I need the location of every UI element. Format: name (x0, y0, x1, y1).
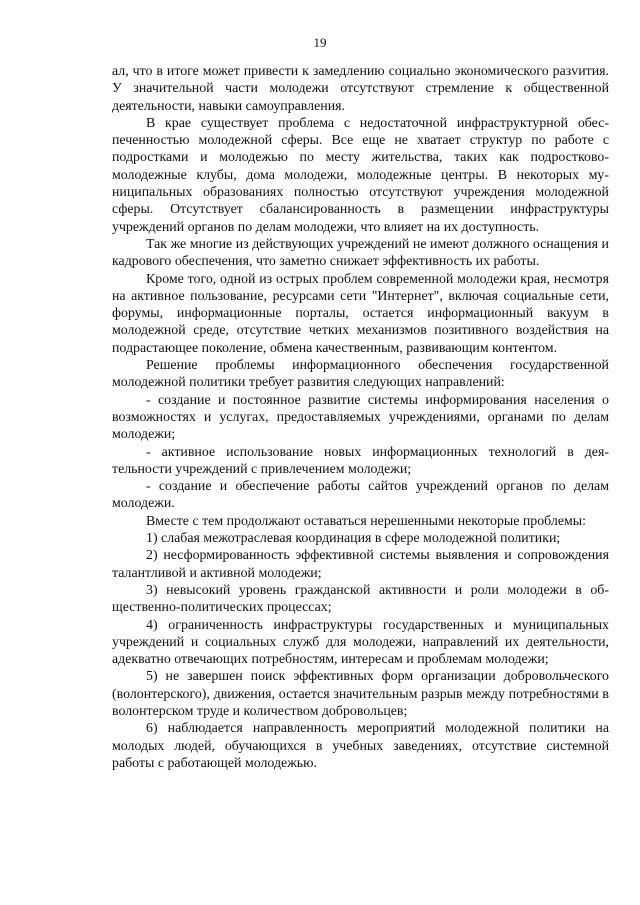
paragraph-solution-intro: Решение проблемы информационного обеспечения государственной молодежной политики требует развития следующих направлений: (112, 358, 609, 391)
list-item-informing: - создание и постоянное развитие системы информирования населения о возможностях и услугах, предоставляемых учреждениями, органами по делам молодежи; (112, 392, 609, 443)
problem-item-6: 6) наблюдается направленность мероприятий молодежной политики на молодых людей, обучающихся в учебных заведениях, отсутствие системной работы с работающей молодежью. (112, 721, 609, 771)
paragraph-unsolved-intro: Вместе с тем продолжают оставаться нерешенными некоторые проблемы: (146, 513, 586, 529)
list-item-technologies: - активное использование новых информационных технологий в деятельности учреждений с привлечением молодежи; (112, 444, 609, 477)
problem-item-1: 1) слабая межотраслевая координация в сфере молодежной политики; (146, 531, 561, 547)
paragraph-equipment: Так же многие из действующих учреждений не имеют должного оснащения и кадрового обеспечения, что заметно снижает эффективность их работы. (112, 236, 609, 270)
list-item-websites: - создание и обеспечение работы сайтов учреждений органов по делам молодежи. (112, 479, 609, 512)
page-number: 19 (313, 35, 327, 50)
document-body (112, 63, 609, 772)
paragraph-information-vacuum: Кроме того, одной из острых проблем современной молодежи края, несмотря на активное пользование, ресурсами сети "Интернет", включая социальные сети, форумы, информационные порталы, остается информационный вакуум в молодежной среде, отсутствие четких механизмов позитивного воздействия на подрастающее поколение, обмена качественным, развивающим контентом. (112, 271, 609, 356)
paragraph-infrastructure: В крае существует проблема с недостаточной инфраструктурной обеспеченностью молодежной сферы. Все еще не хватает структур по работе с подростками и молодежью по месту жительства, таких как подростково-молодежные клубы, дома молодежи, молодежные центры. В некоторых муниципальных образованиях полностью отсутствуют учреждения молодежной сферы. Отсутствует сбалансированность в размещении инфраструктуры учреждений органов по делам молодежи, что влияет на их доступность. (112, 115, 609, 235)
problem-item-4: 4) ограниченность инфраструктуры государственных и муниципальных учреждений и социальных служб для молодежи, направлений их деятельности, адекватно отвечающих потребностям, интересам и проблемам молодежи; (112, 617, 609, 668)
problem-item-3: 3) невысокий уровень гражданской активности и роли молодежи в общественно-политических процессах; (112, 582, 609, 616)
paragraph-continuation: ал, что в итоге может привести к замедлению социально экономического разvития. У значительной части молодежи отсутствуют стремление к общественной деятельности, навыки самоуправления. (112, 64, 609, 114)
problem-item-5: 5) не завершен поиск эффективных форм организации добровольческого (волонтерского), движения, остается значительным разрыв между потребностями в волонтерском труде и количеством добровольцев; (112, 669, 609, 719)
problem-item-2: 2) несформированность эффективной системы выявления и сопровождения талантливой и активной молодежи; (112, 548, 609, 581)
